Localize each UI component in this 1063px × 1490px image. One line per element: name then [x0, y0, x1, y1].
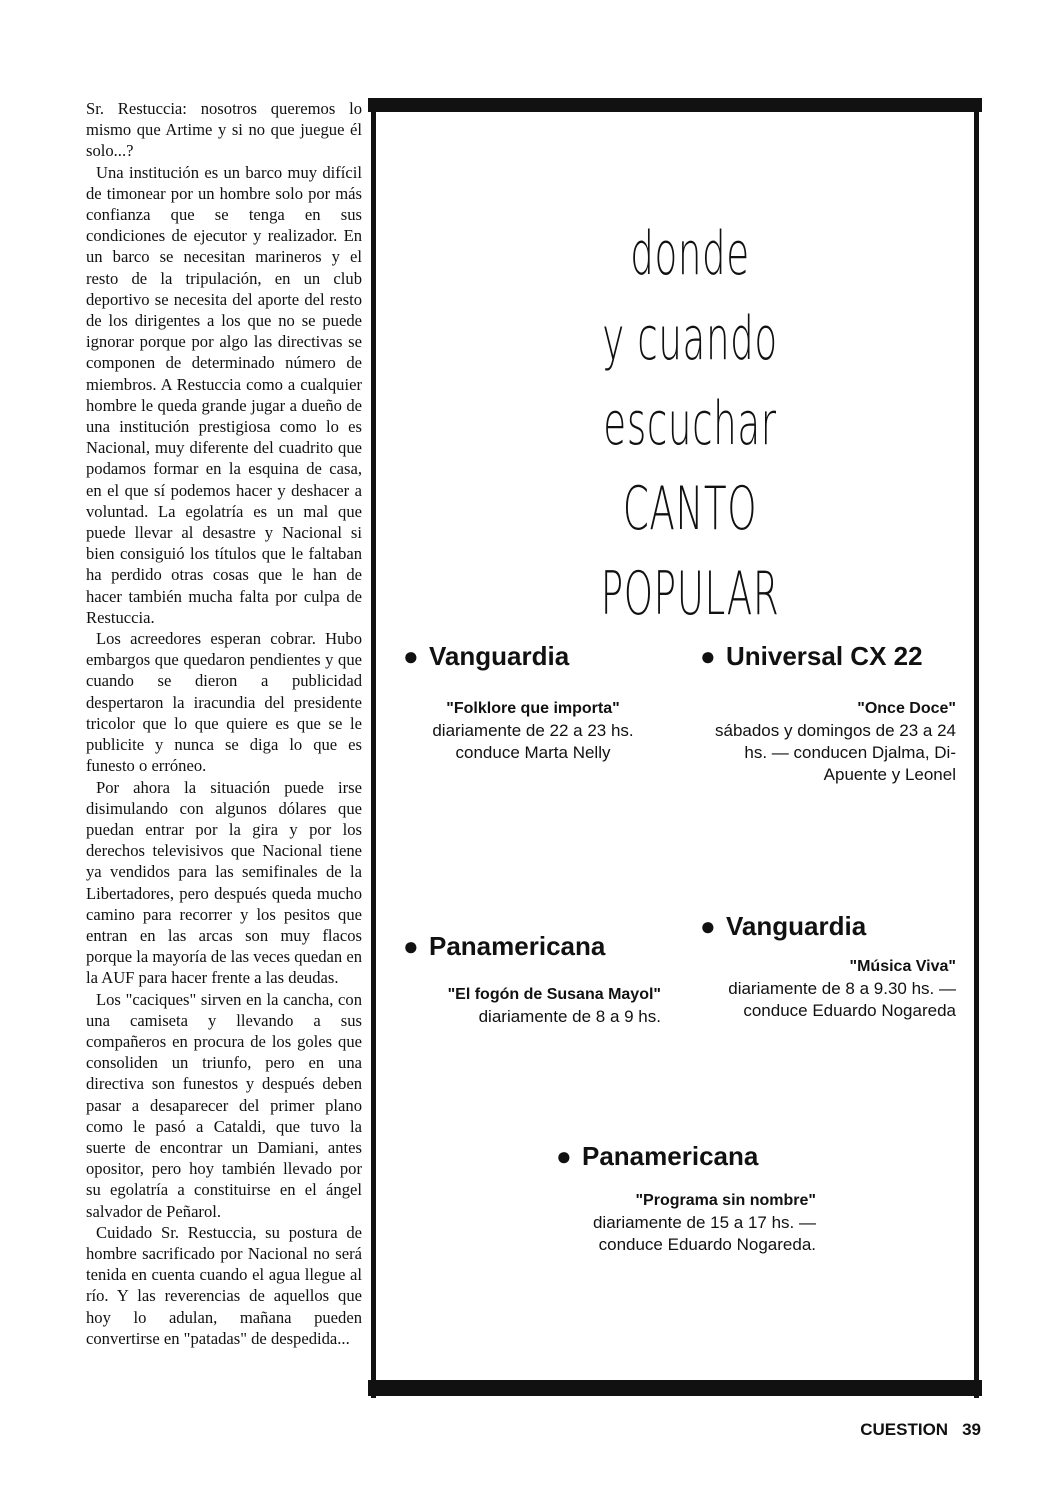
magazine-name: CUESTION	[860, 1420, 949, 1439]
title-line: donde	[630, 219, 750, 289]
program-name: "El fogón de Susana Mayol"	[447, 986, 661, 1003]
box-bottom-bar	[368, 1380, 982, 1396]
station-name: Panamericana	[429, 931, 606, 961]
article-paragraph: Los acreedores esperan cobrar. Hubo embargos que quedaron pendientes y que cuando se dieron a publicidad despertaron la iracundia del presidente tricolor que lo que quiere es que se le publicite y nunca se diga lo que es funesto o erróneo.	[86, 629, 362, 776]
program-schedule: sábados y domingos de 23 a 24 hs. — conducen Djalma, Di-Apuente y Leonel	[714, 721, 956, 784]
station-name: Vanguardia	[726, 911, 867, 941]
program-schedule: diariamente de 8 a 9 hs.	[478, 1007, 661, 1026]
article-paragraph: Una institución es un barco muy difícil de timonear por un hombre solo por más confianza que se tenga en sus condiciones de ejecutor y realizador. En un barco se necesitan marineros y el resto de la tripulación, en un club deportivo se necesita del aporte del resto de los dirigentes a los que no se puede ignorar porque por algo las directivas se componen de determinado número de miembros. A Restuccia como a cualquier hombre le queda grande jugar a dueño de una institución prestigiosa como lo es Nacional, muy diferente del cuadrito que podamos formar en la esquina de casa, en el que sí podemos hacer y deshacer a voluntad. La egolatría es un mal que puede llevar al desastre y Nacional si bien consiguió los títulos que le faltaban ha perdido otras cosas que le han de hacer también mucha falta por culpa de Restuccia.	[86, 162, 362, 627]
box-top-bar	[368, 98, 982, 112]
page-footer	[860, 1420, 981, 1440]
article-paragraph: Sr. Restuccia: nosotros queremos lo mismo que Artime y si no que juegue él solo...?	[86, 99, 362, 161]
box-title	[597, 212, 783, 637]
article-paragraph: Los "caciques" sirven en la cancha, con una camiseta y llevando a sus compañeros en procura de los goles que consoliden un triunfo, pero en una directiva son funestos y después deben pasar a desaparecer del primer plano como le pasó a Cataldi, que tuvo la suerte de encontrar un Damiani, antes opositor, pero hoy también llevado por su egolatría a constituirse en el ángel salvador de Peñarol.	[86, 989, 362, 1221]
program-name: "Once Doce"	[857, 700, 956, 717]
bullet-icon: ●	[556, 1141, 572, 1171]
title-line: CANTO	[622, 474, 758, 544]
program-name: "Folklore que importa"	[446, 700, 620, 717]
station-panamericana-fogon	[403, 930, 661, 1028]
station-universal-cx22	[700, 640, 956, 786]
program-name: "Programa sin nombre"	[635, 1192, 816, 1209]
station-name: Panamericana	[582, 1141, 759, 1171]
article-paragraph: Cuidado Sr. Restuccia, su postura de hombre sacrificado por Nacional no será tenida en cuenta cuando el agua llegue al río. Y las reverencias de aquellos que hoy lo adulan, mañana pueden convertirse en "patadas" de despedida...	[86, 1222, 362, 1348]
title-line: escuchar	[603, 389, 777, 459]
page-number: 39	[962, 1420, 981, 1439]
station-name: Universal CX 22	[726, 641, 923, 671]
article-column	[86, 98, 362, 1349]
station-panamericana-sin-nombre	[556, 1140, 816, 1256]
program-schedule: diariamente de 15 a 17 hs. — conduce Eduardo Nogareda.	[592, 1213, 816, 1254]
station-name: Vanguardia	[429, 641, 570, 671]
program-name: "Música Viva"	[849, 958, 956, 975]
bullet-icon: ●	[403, 641, 419, 671]
article-paragraph: Por ahora la situación puede irse disimulando con algunos dólares que puedan entrar por la gira y por los derechos televisivos que Nacional tiene ya vendidos para las semifinales de la Libertadores, pero después queda mucho camino para recorrer y los pesitos que entran en las arcas son muy flacos porque la mayoría de las veces quedan en la AUF para hacer frente a las deudas.	[86, 777, 362, 988]
station-vanguardia-folklore	[403, 640, 663, 764]
station-vanguardia-musica	[700, 910, 956, 1022]
program-schedule: diariamente de 8 a 9.30 hs. — conduce Eduardo Nogareda	[728, 979, 956, 1020]
program-schedule: diariamente de 22 a 23 hs. conduce Marta Nelly	[432, 721, 634, 762]
title-line: y cuando	[602, 304, 778, 374]
bullet-icon: ●	[403, 931, 419, 961]
bullet-icon: ●	[700, 911, 716, 941]
bullet-icon: ●	[700, 641, 716, 671]
title-line: POPULAR	[600, 559, 780, 629]
